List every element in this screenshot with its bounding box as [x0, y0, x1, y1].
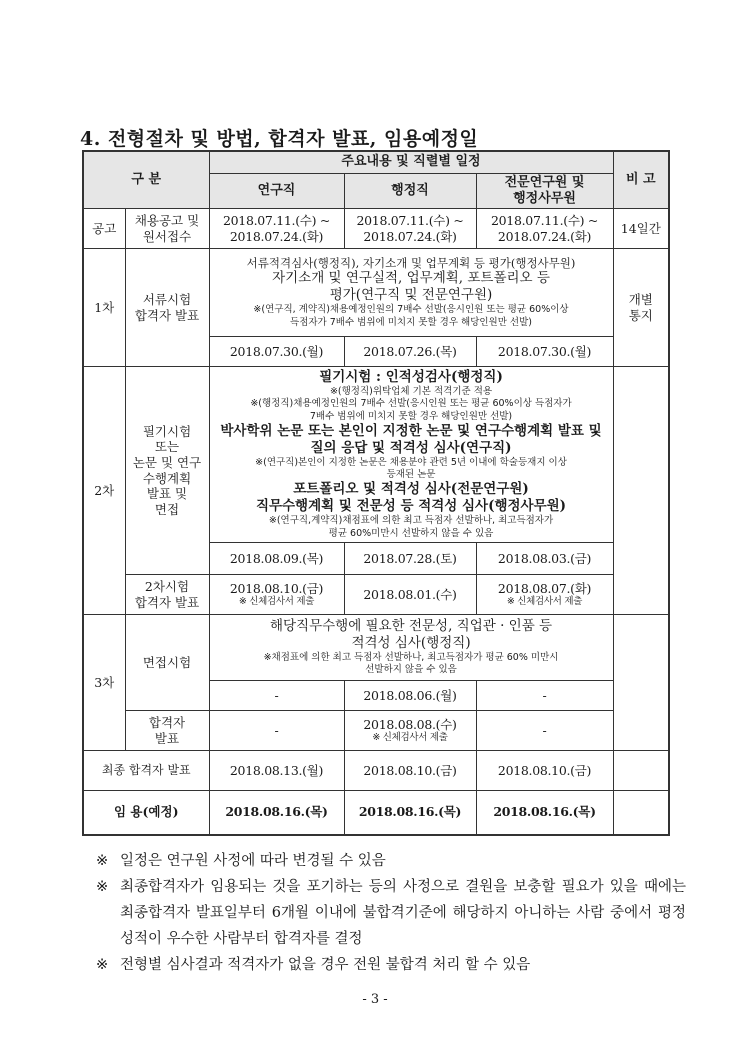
footnote-2: ※ 최종합격자가 임용되는 것을 포기하는 등의 사정으로 결원을 보충할 필요가 있을 때에는 최종합격자 발표일부터 6개월 이내에 불합격기준에 해당하지 아니하는 사람 중에서 평정 성적이 우수한 사람부터 합격자를 결정: [96, 874, 686, 952]
section-heading: 4. 전형절차 및 방법, 합격자 발표, 임용예정일: [80, 128, 479, 150]
appointment-admin: 2018.08.16.(목): [344, 791, 476, 835]
appointment-label: 임 용(예정): [83, 791, 209, 835]
table-row-stage2-results: [83, 575, 669, 615]
header-specialist: 전문연구원 및 행정사무원: [476, 173, 613, 209]
reference-mark-icon: ※: [96, 879, 109, 895]
stage1-remarks: 개별 통지: [613, 249, 669, 367]
appointment-research: 2018.08.16.(목): [209, 791, 344, 835]
table-row-stage2: [83, 367, 669, 543]
stage3-result-admin: 2018.08.08.(수) ※ 신체검사서 제출: [344, 711, 476, 751]
header-main-schedule: 주요내용 및 직렬별 일정: [209, 151, 613, 173]
table-row-notice: [83, 209, 669, 249]
stage2-result-specialist: 2018.08.07.(화) ※ 신체검사서 제출: [476, 575, 613, 615]
stage1-date-specialist: 2018.07.30.(월): [476, 337, 613, 367]
table-row-stage3-results: [83, 711, 669, 751]
stage2-result-research: 2018.08.10.(금) ※ 신체검사서 제출: [209, 575, 344, 615]
stage1-label: 서류시험 합격자 발표: [125, 249, 209, 367]
footnote-1: ※ 일정은 연구원 사정에 따라 변경될 수 있음: [96, 848, 686, 874]
final-research: 2018.08.13.(월): [209, 751, 344, 791]
final-label: 최종 합격자 발표: [83, 751, 209, 791]
stage3-interview-label: 면접시험: [125, 615, 209, 711]
stage2-result-admin: 2018.08.01.(수): [344, 575, 476, 615]
header-remarks: 비 고: [613, 151, 669, 209]
stage3-result-label: 합격자 발표: [125, 711, 209, 751]
header-research: 연구직: [209, 173, 344, 209]
final-admin: 2018.08.10.(금): [344, 751, 476, 791]
stage2-date-research: 2018.08.09.(목): [209, 543, 344, 575]
table-row-stage1: [83, 249, 669, 337]
page-number: - 3 -: [362, 992, 388, 1007]
stage3-date-specialist: -: [476, 681, 613, 711]
appointment-specialist: 2018.08.16.(목): [476, 791, 613, 835]
final-specialist: 2018.08.10.(금): [476, 751, 613, 791]
stage1-date-research: 2018.07.30.(월): [209, 337, 344, 367]
stage3-date-research: -: [209, 681, 344, 711]
notice-research: 2018.07.11.(수) ~ 2018.07.24.(화): [209, 209, 344, 249]
stage2-result-label: 2차시험 합격자 발표: [125, 575, 209, 615]
footnotes: [96, 848, 686, 978]
appointment-remarks: [613, 791, 669, 835]
reference-mark-icon: ※: [96, 957, 109, 973]
stage2-remarks: [613, 367, 669, 615]
table-row-final: [83, 751, 669, 791]
stage3-result-research: -: [209, 711, 344, 751]
selection-schedule-table: [82, 150, 670, 836]
stage3-date-admin: 2018.08.06.(월): [344, 681, 476, 711]
final-remarks: [613, 751, 669, 791]
stage3-content: 해당직무수행에 필요한 전문성, 직업관 · 인품 등 적격성 심사(행정직) ※채점표에 의한 최고 득점자 선발하나, 최고득점자가 평균 60% 미만시 선발하지 않을 수 있음: [209, 615, 613, 681]
stage-notice: 공고: [83, 209, 125, 249]
stage2-label: 필기시험 또는 논문 및 연구 수행계획 발표 및 면접: [125, 367, 209, 575]
stage1-date-admin: 2018.07.26.(목): [344, 337, 476, 367]
table-row-appointment: [83, 791, 669, 835]
stage-3: 3차: [83, 615, 125, 751]
notice-admin: 2018.07.11.(수) ~ 2018.07.24.(화): [344, 209, 476, 249]
footnote-3: ※ 전형별 심사결과 적격자가 없을 경우 전원 불합격 처리 할 수 있음: [96, 952, 686, 978]
reference-mark-icon: ※: [96, 853, 109, 869]
notice-remarks: 14일간: [613, 209, 669, 249]
notice-label: 채용공고 및 원서접수: [125, 209, 209, 249]
stage2-date-specialist: 2018.08.03.(금): [476, 543, 613, 575]
stage3-remarks: [613, 615, 669, 751]
stage-2: 2차: [83, 367, 125, 615]
table-row-stage3: [83, 615, 669, 681]
stage2-date-admin: 2018.07.28.(토): [344, 543, 476, 575]
stage2-content: 필기시험 : 인적성검사(행정직) ※(행정직)위탁업체 기본 적격기준 적용 ※(행정직)채용예정인원의 7배수 선발(응시인원 또는 평균 60%이상 득점자가 7배수 범위에 미치지 못할 경우 해당인원만 선발) 박사학위 논문 또는 본인이 지정한 논문 및 연구수행계획 발표 및 질의 응답 및 적격성 심사(연구직) ※(연구직)본인이 지정한 논문은 채용분야 관련 5년 이내에 학술등재지 이상 등재된 논문 포트폴리오 및 적격성 심사(전문연구원) 직무수행계획 및 전문성 등 적격성 심사(행정사무원) ※(연구직,계약직)채점표에 의한 최고 득점자 선발하나, 최고득점자가 평균 60%미만시 선발하지 않을 수 있음: [209, 367, 613, 543]
stage-1: 1차: [83, 249, 125, 367]
notice-specialist: 2018.07.11.(수) ~ 2018.07.24.(화): [476, 209, 613, 249]
header-admin: 행정직: [344, 173, 476, 209]
stage1-content: 서류적격심사(행정직), 자기소개 및 업무계획 등 평가(행정사무원) 자기소개 및 연구실적, 업무계획, 포트폴리오 등 평가(연구직 및 전문연구원) ※(연구직, 계약직)채용예정인원의 7배수 선발(응시인원 또는 평균 60%이상 득점자가 7배수 범위에 미치지 못할 경우 해당인원만 선발): [209, 249, 613, 337]
header-category: 구 분: [83, 151, 209, 209]
stage3-result-specialist: -: [476, 711, 613, 751]
